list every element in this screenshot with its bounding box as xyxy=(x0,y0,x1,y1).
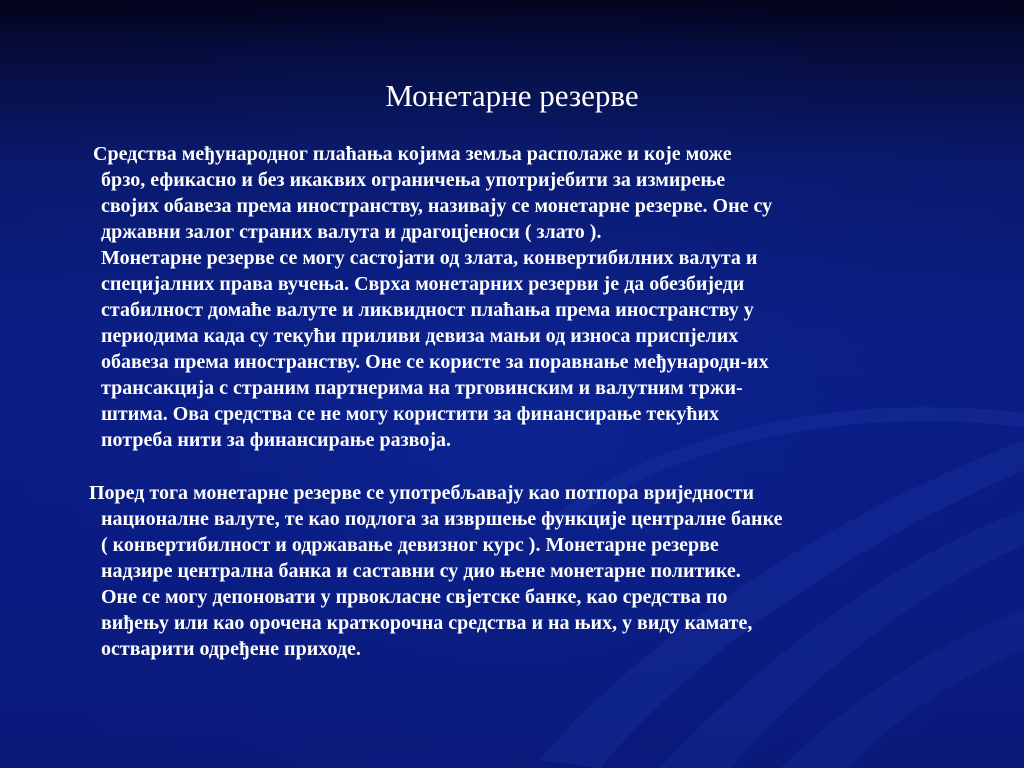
text-line: штима. Ова средства се не могу користити за финансирање текућих xyxy=(101,403,719,425)
text-line: државни залог страних валута и драгоцјеноси ( злато ). xyxy=(101,221,602,243)
text-line: потреба нити за финансирање развоја. xyxy=(101,429,451,451)
text-line: специјалних права вучења. Сврха монетарних резерви је да обезбиједи xyxy=(101,273,745,295)
text-line: трансакција с страним партнерима на трговинским и валутним тржи- xyxy=(101,377,743,399)
text-line: Поред тога монетарне резерве се употребљавају као потпора вриједности xyxy=(89,482,755,504)
text-line: брзо, ефикасно и без икаквих ограничења употријебити за измирење xyxy=(101,169,726,191)
text-line: стабилност домаће валуте и ликвидност плаћања према иностранству у xyxy=(101,299,754,321)
text-line: Монетарне резерве се могу састојати од злата, конвертибилних валута и xyxy=(101,247,758,269)
text-line: Оне се могу депоновати у првокласне свјетске банке, као средства по xyxy=(101,586,728,608)
text-line: виђењу или као орочена краткорочна средства и на њих, у виду камате, xyxy=(101,612,753,634)
text-line: Средства међународног плаћања којима земља располаже и које може xyxy=(93,143,732,165)
text-line: својих обавеза према иностранству, називају се монетарне резерве. Оне су xyxy=(101,195,773,217)
slide-title: Монетарне резерве xyxy=(385,78,639,113)
text-line: периодима када су текући приливи девиза мањи од износа приспјелих xyxy=(101,325,739,347)
text-line: надзире централна банка и саставни су дио њене монетарне политике. xyxy=(101,560,741,582)
paragraph-usage xyxy=(89,480,981,662)
paragraph-definition xyxy=(93,141,981,245)
text-line: обавеза према иностранству. Оне се користе за поравнање међународн-их xyxy=(101,351,769,373)
paragraph-composition xyxy=(101,245,981,453)
text-line: националне валуте, те као подлога за извршење функције централне банке xyxy=(101,508,783,530)
text-line: остварити одређене приходе. xyxy=(101,638,361,660)
text-line: ( конвертибилност и одржавање девизног курс ). Монетарне резерве xyxy=(101,534,719,556)
